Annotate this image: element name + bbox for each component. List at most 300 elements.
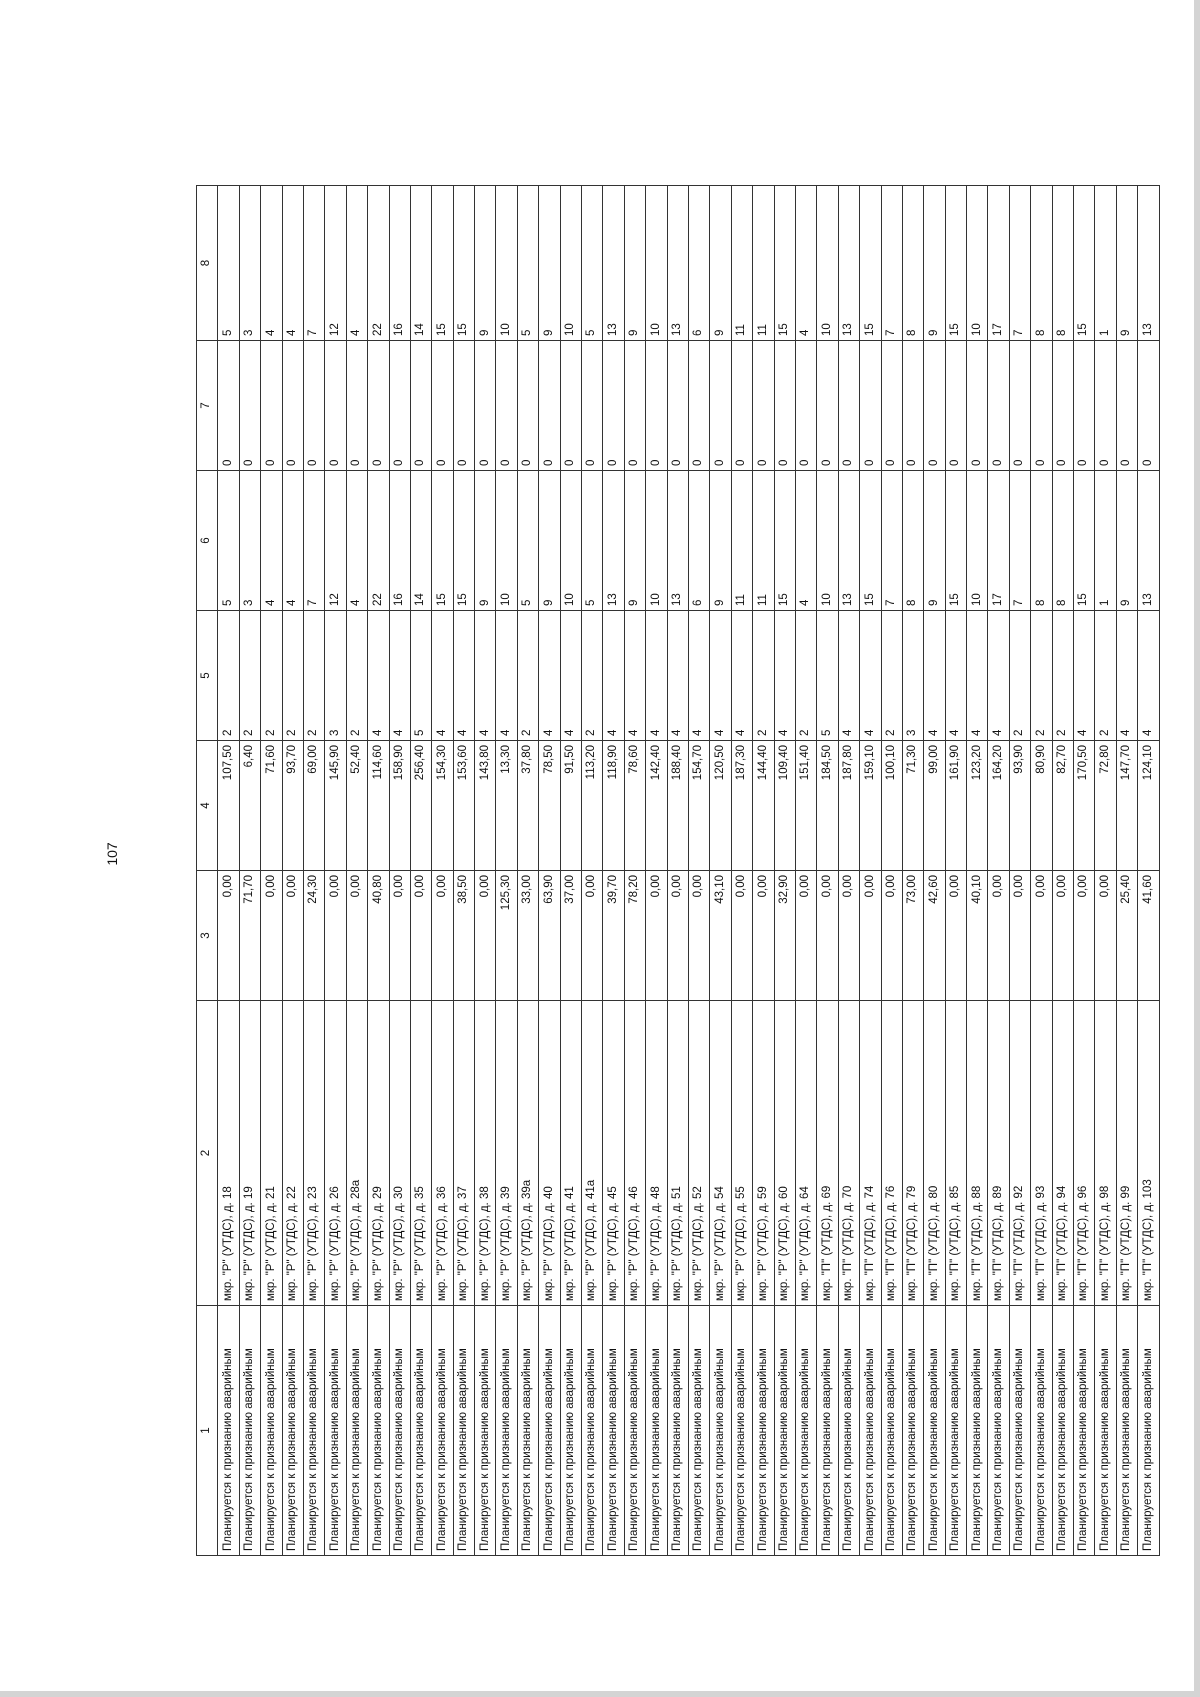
table-cell: 15 bbox=[945, 471, 966, 611]
table-cell: 144,40 bbox=[753, 741, 774, 871]
table-row bbox=[1052, 186, 1073, 1556]
table-cell: 8 bbox=[902, 186, 923, 341]
table-cell: 164,20 bbox=[988, 741, 1009, 871]
table-cell: 69,00 bbox=[303, 741, 324, 871]
table-cell: 188,40 bbox=[667, 741, 688, 871]
table-header-row bbox=[197, 186, 218, 1556]
table-row bbox=[731, 186, 752, 1556]
table-cell: 4 bbox=[261, 471, 282, 611]
table-cell: 10 bbox=[560, 186, 581, 341]
table-cell: 7 bbox=[881, 186, 902, 341]
table-cell: 9 bbox=[475, 471, 496, 611]
table-row bbox=[303, 186, 324, 1556]
table-cell: 13 bbox=[603, 471, 624, 611]
table-cell: 1 bbox=[1095, 186, 1116, 341]
table-cell: 4 bbox=[731, 611, 752, 741]
table-cell: 0,00 bbox=[282, 871, 303, 1001]
table-cell: мкр. "П" (УТДС), д. 88 bbox=[967, 1001, 988, 1306]
table-cell: 4 bbox=[475, 611, 496, 741]
table-cell: 0,00 bbox=[1095, 871, 1116, 1001]
table-cell: Планируется к признанию аварийным bbox=[368, 1306, 389, 1556]
table-cell: 0 bbox=[582, 341, 603, 471]
table-cell: 107,50 bbox=[218, 741, 239, 871]
table-cell: мкр. "П" (УТДС), д. 92 bbox=[1009, 1001, 1030, 1306]
table-cell: 4 bbox=[945, 611, 966, 741]
table-cell: мкр. "Р" (УТДС), д. 38 bbox=[475, 1001, 496, 1306]
table-cell: 72,80 bbox=[1095, 741, 1116, 871]
table-cell: Планируется к признанию аварийным bbox=[1031, 1306, 1052, 1556]
table-cell: 6,40 bbox=[239, 741, 260, 871]
table-cell: 5 bbox=[218, 186, 239, 341]
table-row bbox=[539, 186, 560, 1556]
table-cell: 71,60 bbox=[261, 741, 282, 871]
table-cell: Планируется к признанию аварийным bbox=[1116, 1306, 1137, 1556]
table-cell: 113,20 bbox=[582, 741, 603, 871]
table-cell: Планируется к признанию аварийным bbox=[753, 1306, 774, 1556]
table-cell: мкр. "Р" (УТДС), д. 18 bbox=[218, 1001, 239, 1306]
table-cell: мкр. "Р" (УТДС), д. 28а bbox=[346, 1001, 367, 1306]
table-cell: 4 bbox=[795, 471, 816, 611]
table-cell: 0 bbox=[688, 341, 709, 471]
table-cell: 9 bbox=[624, 186, 645, 341]
table-cell: 187,30 bbox=[731, 741, 752, 871]
table-cell: 0 bbox=[881, 341, 902, 471]
table-cell: Планируется к признанию аварийным bbox=[560, 1306, 581, 1556]
table-cell: 2 bbox=[881, 611, 902, 741]
table-row bbox=[795, 186, 816, 1556]
table-cell: 7 bbox=[1009, 186, 1030, 341]
table-cell: 25,40 bbox=[1116, 871, 1137, 1001]
table-cell: 0 bbox=[325, 341, 346, 471]
table-cell: мкр. "Р" (УТДС), д. 30 bbox=[389, 1001, 410, 1306]
table-cell: 0 bbox=[1116, 341, 1137, 471]
table-cell: 5 bbox=[218, 471, 239, 611]
table-cell: 158,90 bbox=[389, 741, 410, 871]
table-cell: 142,40 bbox=[646, 741, 667, 871]
table-cell: 0 bbox=[731, 341, 752, 471]
table-cell: 0 bbox=[282, 341, 303, 471]
table-cell: 4 bbox=[496, 611, 517, 741]
table-cell: мкр. "Р" (УТДС), д. 29 bbox=[368, 1001, 389, 1306]
column-header: 1 bbox=[197, 1306, 218, 1556]
table-cell: 10 bbox=[646, 471, 667, 611]
table-cell: 0 bbox=[1074, 341, 1095, 471]
table-cell: 41,60 bbox=[1138, 871, 1159, 1001]
column-header: 5 bbox=[197, 611, 218, 741]
table-cell: 0 bbox=[1138, 341, 1159, 471]
table-cell: мкр. "Р" (УТДС), д. 55 bbox=[731, 1001, 752, 1306]
table-cell: 0,00 bbox=[1052, 871, 1073, 1001]
table-cell: мкр. "П" (УТДС), д. 93 bbox=[1031, 1001, 1052, 1306]
table-cell: 22 bbox=[368, 186, 389, 341]
table-cell: 0 bbox=[432, 341, 453, 471]
table-row bbox=[924, 186, 945, 1556]
table-cell: 63,90 bbox=[539, 871, 560, 1001]
table-cell: 0 bbox=[261, 341, 282, 471]
table-cell: 11 bbox=[753, 471, 774, 611]
table-cell: 13,30 bbox=[496, 741, 517, 871]
table-cell: 4 bbox=[1116, 611, 1137, 741]
table-row bbox=[881, 186, 902, 1556]
table-cell: 114,60 bbox=[368, 741, 389, 871]
table-cell: 109,40 bbox=[774, 741, 795, 871]
table-cell: мкр. "Р" (УТДС), д. 51 bbox=[667, 1001, 688, 1306]
table-cell: 0,00 bbox=[688, 871, 709, 1001]
table-cell: 82,70 bbox=[1052, 741, 1073, 871]
table-cell: мкр. "Р" (УТДС), д. 36 bbox=[432, 1001, 453, 1306]
table-cell: 13 bbox=[1138, 471, 1159, 611]
table-cell: 4 bbox=[346, 471, 367, 611]
table-cell: 4 bbox=[688, 611, 709, 741]
table-row bbox=[517, 186, 538, 1556]
table-row bbox=[389, 186, 410, 1556]
table-cell: 2 bbox=[753, 611, 774, 741]
rotated-table-container bbox=[196, 186, 1154, 1556]
table-cell: 9 bbox=[475, 186, 496, 341]
table-cell: 0,00 bbox=[432, 871, 453, 1001]
table-cell: Планируется к признанию аварийным bbox=[731, 1306, 752, 1556]
table-cell: Планируется к признанию аварийным bbox=[1009, 1306, 1030, 1556]
table-cell: мкр. "Р" (УТДС), д. 46 bbox=[624, 1001, 645, 1306]
table-cell: 13 bbox=[667, 471, 688, 611]
table-cell: мкр. "П" (УТДС), д. 76 bbox=[881, 1001, 902, 1306]
table-row bbox=[753, 186, 774, 1556]
table-row bbox=[346, 186, 367, 1556]
table-cell: Планируется к признанию аварийным bbox=[688, 1306, 709, 1556]
table-cell: 7 bbox=[1009, 471, 1030, 611]
table-cell: мкр. "Р" (УТДС), д. 23 bbox=[303, 1001, 324, 1306]
table-cell: 5 bbox=[817, 611, 838, 741]
table-cell: 0 bbox=[1052, 341, 1073, 471]
table-cell: 0,00 bbox=[881, 871, 902, 1001]
table-cell: 10 bbox=[496, 186, 517, 341]
table-row bbox=[838, 186, 859, 1556]
table-row bbox=[1095, 186, 1116, 1556]
table-cell: 4 bbox=[261, 186, 282, 341]
table-cell: Планируется к признанию аварийным bbox=[945, 1306, 966, 1556]
table-cell: 0 bbox=[667, 341, 688, 471]
table-cell: 9 bbox=[1116, 186, 1137, 341]
table-cell: 4 bbox=[795, 186, 816, 341]
table-cell: 15 bbox=[860, 471, 881, 611]
table-cell: 0,00 bbox=[1031, 871, 1052, 1001]
table-row bbox=[667, 186, 688, 1556]
table-cell: 15 bbox=[860, 186, 881, 341]
table-cell: 2 bbox=[795, 611, 816, 741]
table-cell: Планируется к признанию аварийным bbox=[902, 1306, 923, 1556]
table-cell: 40,80 bbox=[368, 871, 389, 1001]
table-cell: 24,30 bbox=[303, 871, 324, 1001]
table-cell: 5 bbox=[410, 611, 431, 741]
table-cell: 0 bbox=[817, 341, 838, 471]
table-cell: 15 bbox=[945, 186, 966, 341]
table-cell: 0,00 bbox=[389, 871, 410, 1001]
table-cell: Планируется к признанию аварийным bbox=[389, 1306, 410, 1556]
table-cell: 8 bbox=[902, 471, 923, 611]
table-cell: 0,00 bbox=[261, 871, 282, 1001]
table-cell: 15 bbox=[453, 186, 474, 341]
table-cell: мкр. "Р" (УТДС), д. 22 bbox=[282, 1001, 303, 1306]
table-cell: 71,30 bbox=[902, 741, 923, 871]
table-cell: 4 bbox=[860, 611, 881, 741]
table-cell: Планируется к признанию аварийным bbox=[218, 1306, 239, 1556]
table-cell: мкр. "П" (УТДС), д. 69 bbox=[817, 1001, 838, 1306]
table-row bbox=[325, 186, 346, 1556]
housing-table bbox=[196, 185, 1160, 1556]
table-cell: 0 bbox=[838, 341, 859, 471]
table-cell: 0 bbox=[624, 341, 645, 471]
table-cell: 0 bbox=[560, 341, 581, 471]
table-cell: 99,00 bbox=[924, 741, 945, 871]
table-cell: 0 bbox=[924, 341, 945, 471]
table-cell: 15 bbox=[774, 471, 795, 611]
table-cell: 10 bbox=[817, 186, 838, 341]
table-cell: 13 bbox=[1138, 186, 1159, 341]
table-cell: 0,00 bbox=[1009, 871, 1030, 1001]
table-cell: 0 bbox=[218, 341, 239, 471]
table-cell: мкр. "Р" (УТДС), д. 59 bbox=[753, 1001, 774, 1306]
table-cell: 7 bbox=[303, 186, 324, 341]
table-cell: Планируется к признанию аварийным bbox=[1074, 1306, 1095, 1556]
table-cell: 187,80 bbox=[838, 741, 859, 871]
table-cell: 0,00 bbox=[582, 871, 603, 1001]
table-cell: мкр. "П" (УТДС), д. 96 bbox=[1074, 1001, 1095, 1306]
table-cell: 0 bbox=[389, 341, 410, 471]
table-cell: 78,50 bbox=[539, 741, 560, 871]
table-cell: 0 bbox=[753, 341, 774, 471]
table-cell: 80,90 bbox=[1031, 741, 1052, 871]
table-cell: 0 bbox=[346, 341, 367, 471]
table-cell: Планируется к признанию аварийным bbox=[1052, 1306, 1073, 1556]
table-cell: мкр. "Р" (УТДС), д. 60 bbox=[774, 1001, 795, 1306]
table-cell: 9 bbox=[539, 471, 560, 611]
table-cell: 16 bbox=[389, 186, 410, 341]
table-cell: 71,70 bbox=[239, 871, 260, 1001]
table-cell: 4 bbox=[667, 611, 688, 741]
table-cell: 2 bbox=[239, 611, 260, 741]
table-cell: 4 bbox=[603, 611, 624, 741]
table-cell: мкр. "Р" (УТДС), д. 40 bbox=[539, 1001, 560, 1306]
table-cell: мкр. "Р" (УТДС), д. 64 bbox=[795, 1001, 816, 1306]
table-cell: 8 bbox=[1031, 471, 1052, 611]
table-cell: 37,80 bbox=[517, 741, 538, 871]
table-cell: мкр. "Р" (УТДС), д. 21 bbox=[261, 1001, 282, 1306]
table-cell: 78,20 bbox=[624, 871, 645, 1001]
table-cell: Планируется к признанию аварийным bbox=[624, 1306, 645, 1556]
table-cell: 9 bbox=[710, 186, 731, 341]
table-cell: 52,40 bbox=[346, 741, 367, 871]
table-cell: 1 bbox=[1095, 471, 1116, 611]
table-row bbox=[218, 186, 239, 1556]
table-row bbox=[1074, 186, 1095, 1556]
table-cell: 43,10 bbox=[710, 871, 731, 1001]
table-cell: мкр. "П" (УТДС), д. 85 bbox=[945, 1001, 966, 1306]
column-header: 7 bbox=[197, 341, 218, 471]
table-cell: мкр. "Р" (УТДС), д. 54 bbox=[710, 1001, 731, 1306]
table-cell: Планируется к признанию аварийным bbox=[817, 1306, 838, 1556]
table-row bbox=[496, 186, 517, 1556]
table-cell: мкр. "Р" (УТДС), д. 48 bbox=[646, 1001, 667, 1306]
table-cell: 10 bbox=[496, 471, 517, 611]
table-row bbox=[902, 186, 923, 1556]
table-cell: 2 bbox=[303, 611, 324, 741]
table-cell: 22 bbox=[368, 471, 389, 611]
table-cell: 10 bbox=[967, 186, 988, 341]
table-cell: 3 bbox=[239, 186, 260, 341]
table-cell: 17 bbox=[988, 186, 1009, 341]
table-cell: 16 bbox=[389, 471, 410, 611]
table-cell: мкр. "П" (УТДС), д. 79 bbox=[902, 1001, 923, 1306]
table-row bbox=[582, 186, 603, 1556]
table-cell: мкр. "П" (УТДС), д. 80 bbox=[924, 1001, 945, 1306]
table-cell: 4 bbox=[624, 611, 645, 741]
table-cell: Планируется к признанию аварийным bbox=[924, 1306, 945, 1556]
table-cell: Планируется к признанию аварийным bbox=[1138, 1306, 1159, 1556]
table-cell: 0,00 bbox=[410, 871, 431, 1001]
table-cell: 0 bbox=[945, 341, 966, 471]
table-cell: 4 bbox=[988, 611, 1009, 741]
table-cell: Планируется к признанию аварийным bbox=[539, 1306, 560, 1556]
table-cell: 38,50 bbox=[453, 871, 474, 1001]
table-cell: 0 bbox=[539, 341, 560, 471]
table-cell: 93,90 bbox=[1009, 741, 1030, 871]
column-header: 6 bbox=[197, 471, 218, 611]
table-cell: 2 bbox=[1052, 611, 1073, 741]
table-cell: мкр. "П" (УТДС), д. 70 bbox=[838, 1001, 859, 1306]
table-cell: мкр. "П" (УТДС), д. 74 bbox=[860, 1001, 881, 1306]
table-cell: 143,80 bbox=[475, 741, 496, 871]
table-row bbox=[282, 186, 303, 1556]
table-cell: 5 bbox=[582, 186, 603, 341]
table-cell: 37,00 bbox=[560, 871, 581, 1001]
table-row bbox=[1138, 186, 1159, 1556]
table-row bbox=[624, 186, 645, 1556]
table-cell: 4 bbox=[368, 611, 389, 741]
table-cell: 4 bbox=[710, 611, 731, 741]
table-cell: 73,00 bbox=[902, 871, 923, 1001]
table-cell: мкр. "Р" (УТДС), д. 35 bbox=[410, 1001, 431, 1306]
table-cell: 9 bbox=[624, 471, 645, 611]
table-cell: 4 bbox=[389, 611, 410, 741]
table-cell: 6 bbox=[688, 186, 709, 341]
table-cell: 14 bbox=[410, 186, 431, 341]
table-row bbox=[453, 186, 474, 1556]
table-cell: мкр. "Р" (УТДС), д. 45 bbox=[603, 1001, 624, 1306]
table-cell: 151,40 bbox=[795, 741, 816, 871]
table-cell: 4 bbox=[346, 186, 367, 341]
table-cell: 8 bbox=[1031, 186, 1052, 341]
column-header: 3 bbox=[197, 871, 218, 1001]
table-cell: Планируется к признанию аварийным bbox=[261, 1306, 282, 1556]
table-row bbox=[967, 186, 988, 1556]
table-cell: 4 bbox=[282, 186, 303, 341]
table-cell: 13 bbox=[838, 186, 859, 341]
table-cell: 5 bbox=[582, 471, 603, 611]
table-cell: Планируется к признанию аварийным bbox=[346, 1306, 367, 1556]
table-cell: мкр. "Р" (УТДС), д. 39 bbox=[496, 1001, 517, 1306]
table-cell: Планируется к признанию аварийным bbox=[496, 1306, 517, 1556]
table-cell: 0,00 bbox=[860, 871, 881, 1001]
table-cell: 170,50 bbox=[1074, 741, 1095, 871]
table-cell: 125,30 bbox=[496, 871, 517, 1001]
table-cell: 15 bbox=[1074, 471, 1095, 611]
table-cell: 0 bbox=[902, 341, 923, 471]
table-cell: 0 bbox=[774, 341, 795, 471]
table-cell: 4 bbox=[560, 611, 581, 741]
table-cell: 0,00 bbox=[753, 871, 774, 1001]
table-cell: 2 bbox=[218, 611, 239, 741]
table-cell: 0,00 bbox=[731, 871, 752, 1001]
table-cell: 0 bbox=[795, 341, 816, 471]
table-cell: 10 bbox=[646, 186, 667, 341]
table-row bbox=[945, 186, 966, 1556]
table-cell: 15 bbox=[774, 186, 795, 341]
table-cell: Планируется к признанию аварийным bbox=[881, 1306, 902, 1556]
table-cell: 0,00 bbox=[646, 871, 667, 1001]
table-cell: 153,60 bbox=[453, 741, 474, 871]
table-cell: 10 bbox=[967, 471, 988, 611]
table-cell: Планируется к признанию аварийным bbox=[239, 1306, 260, 1556]
table-cell: мкр. "Р" (УТДС), д. 52 bbox=[688, 1001, 709, 1306]
table-cell: 32,90 bbox=[774, 871, 795, 1001]
table-cell: Планируется к признанию аварийным bbox=[838, 1306, 859, 1556]
table-cell: Планируется к признанию аварийным bbox=[860, 1306, 881, 1556]
table-cell: 5 bbox=[517, 186, 538, 341]
table-cell: 4 bbox=[646, 611, 667, 741]
table-cell: 184,50 bbox=[817, 741, 838, 871]
table-cell: 2 bbox=[517, 611, 538, 741]
table-cell: 0 bbox=[303, 341, 324, 471]
table-cell: 13 bbox=[667, 186, 688, 341]
table-cell: мкр. "Р" (УТДС), д. 41а bbox=[582, 1001, 603, 1306]
table-cell: Планируется к признанию аварийным bbox=[1095, 1306, 1116, 1556]
table-cell: Планируется к признанию аварийным bbox=[303, 1306, 324, 1556]
table-cell: 256,40 bbox=[410, 741, 431, 871]
table-cell: Планируется к признанию аварийным bbox=[967, 1306, 988, 1556]
table-cell: 10 bbox=[560, 471, 581, 611]
table-cell: 0 bbox=[453, 341, 474, 471]
table-cell: Планируется к признанию аварийным bbox=[710, 1306, 731, 1556]
table-cell: 4 bbox=[838, 611, 859, 741]
table-cell: 100,10 bbox=[881, 741, 902, 871]
table-cell: 0,00 bbox=[325, 871, 346, 1001]
table-cell: мкр. "Р" (УТДС), д. 39а bbox=[517, 1001, 538, 1306]
table-cell: мкр. "Р" (УТДС), д. 26 bbox=[325, 1001, 346, 1306]
table-cell: 7 bbox=[303, 471, 324, 611]
table-row bbox=[603, 186, 624, 1556]
table-cell: 145,90 bbox=[325, 741, 346, 871]
table-cell: 9 bbox=[539, 186, 560, 341]
table-cell: мкр. "П" (УТДС), д. 89 bbox=[988, 1001, 1009, 1306]
table-cell: 8 bbox=[1052, 471, 1073, 611]
table-cell: 39,70 bbox=[603, 871, 624, 1001]
table-cell: 11 bbox=[753, 186, 774, 341]
table-cell: 0,00 bbox=[667, 871, 688, 1001]
table-cell: Планируется к признанию аварийным bbox=[410, 1306, 431, 1556]
table-cell: 4 bbox=[1138, 611, 1159, 741]
table-cell: 11 bbox=[731, 186, 752, 341]
table-cell: 40,10 bbox=[967, 871, 988, 1001]
table-cell: 0 bbox=[496, 341, 517, 471]
table-cell: 0 bbox=[1009, 341, 1030, 471]
table-cell: 4 bbox=[1074, 611, 1095, 741]
column-header: 8 bbox=[197, 186, 218, 341]
table-row bbox=[368, 186, 389, 1556]
table-cell: 33,00 bbox=[517, 871, 538, 1001]
table-cell: Планируется к признанию аварийным bbox=[646, 1306, 667, 1556]
table-cell: 4 bbox=[282, 471, 303, 611]
table-cell: Планируется к признанию аварийным bbox=[582, 1306, 603, 1556]
